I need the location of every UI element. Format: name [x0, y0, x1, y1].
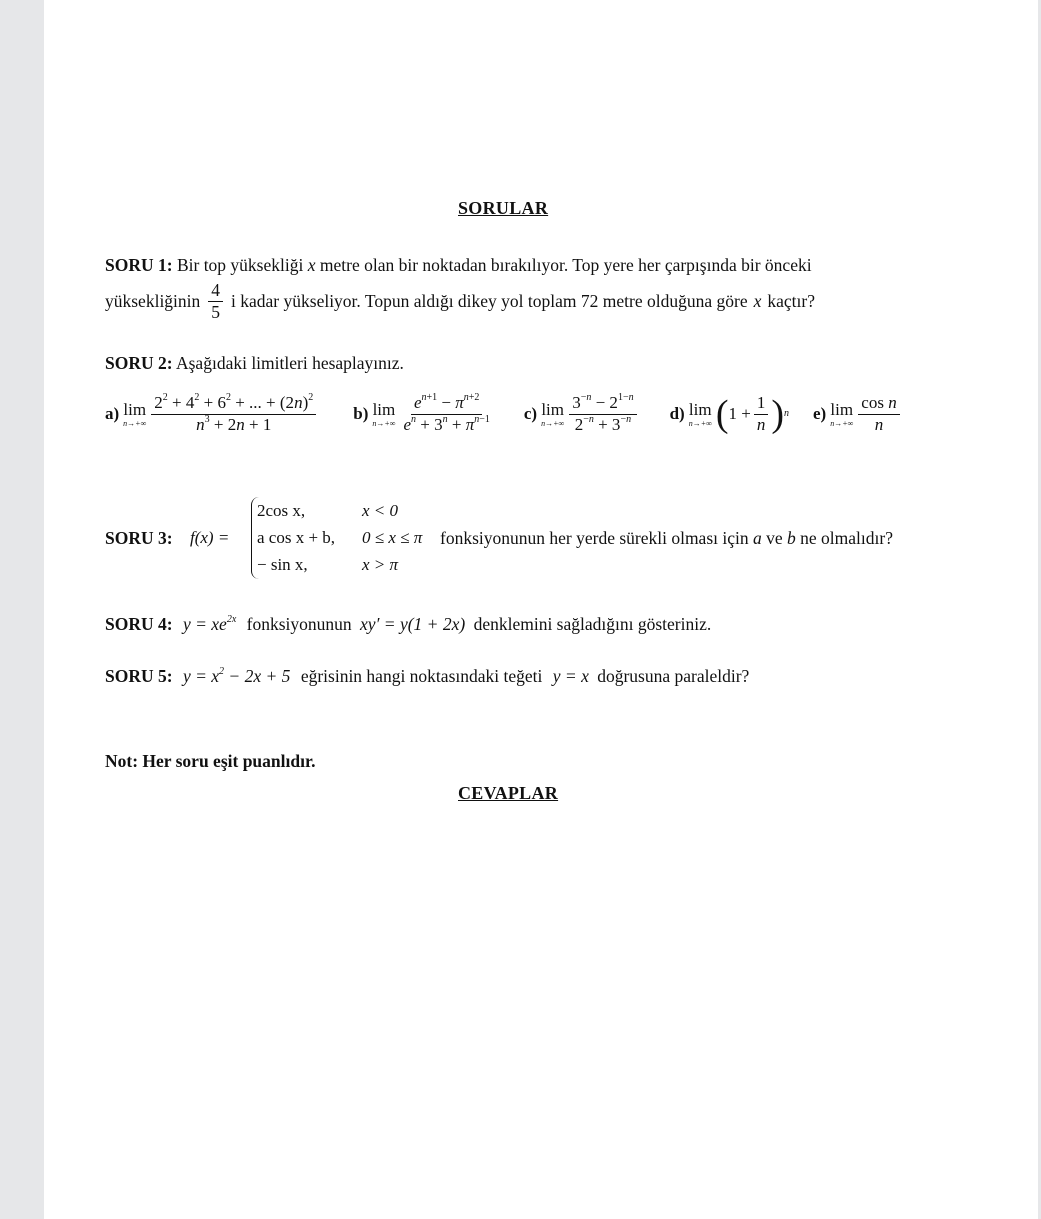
question-3-label: SORU 3:	[105, 528, 173, 548]
question-1-text-c: yüksekliğinin	[105, 291, 201, 312]
note: Not: Her soru eşit puanlıdır.	[105, 751, 316, 771]
limit-a-label: a)	[105, 404, 120, 424]
question-5-line-eq: y = x	[552, 666, 589, 686]
limit-d-fraction: $\frac{1}{n}$	[754, 394, 769, 434]
question-4-label: SORU 4:	[105, 614, 173, 634]
question-3-var-a: a	[753, 528, 762, 548]
question-3-var-b: b	[787, 528, 796, 548]
question-3-function: f(x) =	[190, 528, 230, 547]
document-page	[44, 0, 1038, 1219]
question-1-var-x: x	[307, 255, 316, 275]
question-1-text-a: Bir top yüksekliği	[172, 255, 304, 275]
question-3-label-line	[105, 528, 173, 549]
question-3-text: fonksiyonunun her yerde sürekli olması için a ve b ne olmalıdır?	[440, 528, 893, 548]
question-5-line: SORU 5: $y = x^2 - 2x + 5$ eğrisinin hangi noktasındaki teğeti y = x doğrusuna paraleldir?	[105, 666, 750, 686]
limit-d-label: d)	[669, 404, 685, 424]
fraction-4-5: $\frac{4}{5}$	[208, 281, 223, 323]
lim-a: lim n→+∞	[123, 399, 147, 428]
limit-e-fraction: $\frac{\text{cos n}}{n}$	[858, 394, 899, 434]
limit-c-fraction: $\frac{3^{-n} - 2^{1-n}}{2^{-n} + 3^{-n}}$	[569, 394, 636, 434]
limit-a-fraction: $\frac{2^2 + 4^2 + 6^2 + ... + (2n)^2}{n^3 + 2n + 1}$	[151, 394, 316, 434]
limit-b-label: b)	[353, 404, 369, 424]
question-1-label: SORU 1:	[105, 255, 173, 275]
question-2-label: SORU 2:	[105, 353, 173, 373]
piecewise-expressions: 2cos x, a cos x + b, − sin x,	[257, 501, 336, 574]
lim-e: lim n→+∞	[830, 399, 854, 428]
limit-b-fraction: $\frac{e^{n+1} - \pi^{n+2}}{e^n + 3^n + \pi^{n-1}}$	[403, 392, 490, 434]
lim-b: lim n→+∞	[372, 399, 396, 428]
question-1-text-e: kaçtır?	[767, 291, 815, 312]
question-4-equation: xy′ = y(1 + 2x)	[360, 614, 466, 634]
question-5-label: SORU 5:	[105, 666, 173, 686]
piecewise-conditions: x < 0 0 ≤ x ≤ π x > π	[362, 501, 423, 574]
lim-d: lim n→+∞	[688, 399, 712, 428]
question-1-line-1	[105, 255, 812, 276]
question-2-text: Aşağıdaki limitleri hesaplayınız.	[172, 353, 404, 373]
question-1-text-d: i kadar yükseliyor. Topun aldığı dikey yol toplam 72 metre olduğuna göre	[231, 291, 748, 312]
questions-title: SORULAR	[458, 198, 549, 218]
limits-row: a) lim n→+∞ $\frac{2^2 + 4^2 + 6^2 + ... + (2n)^2}{n^3 + 2n + 1}$ b) lim n→+∞ $\frac{e^{n+1} - \pi^{n+2}}{e^n + 3^n + \pi^{n-1}}$ c) lim n→+∞ $\frac{3^{-n} - 2^{1-n}}{2^{-n} + 3^{-n}}$ d) lim n→+∞ ( 1 + $\frac{1}{n}$ ) n e) lim n→+∞ $\frac{\text{cos n}}{n}$	[105, 394, 903, 434]
question-4-line: SORU 4: $y = xe^{2x}$ fonksiyonunun xy′ = y(1 + 2x) denklemini sağladığını gösteriniz.	[105, 614, 712, 634]
limit-c-label: c)	[523, 404, 538, 424]
question-1-var-x-2: x	[753, 291, 762, 312]
question-1-text-b: metre olan bir noktadan bırakılıyor. Top yere her çarpışında bir önceki	[319, 255, 812, 275]
question-2-line	[105, 353, 404, 374]
lim-c: lim n→+∞	[541, 399, 565, 428]
question-1-line-2	[105, 281, 815, 323]
limit-e-label: e)	[812, 404, 827, 424]
answers-title: CEVAPLAR	[458, 783, 559, 803]
